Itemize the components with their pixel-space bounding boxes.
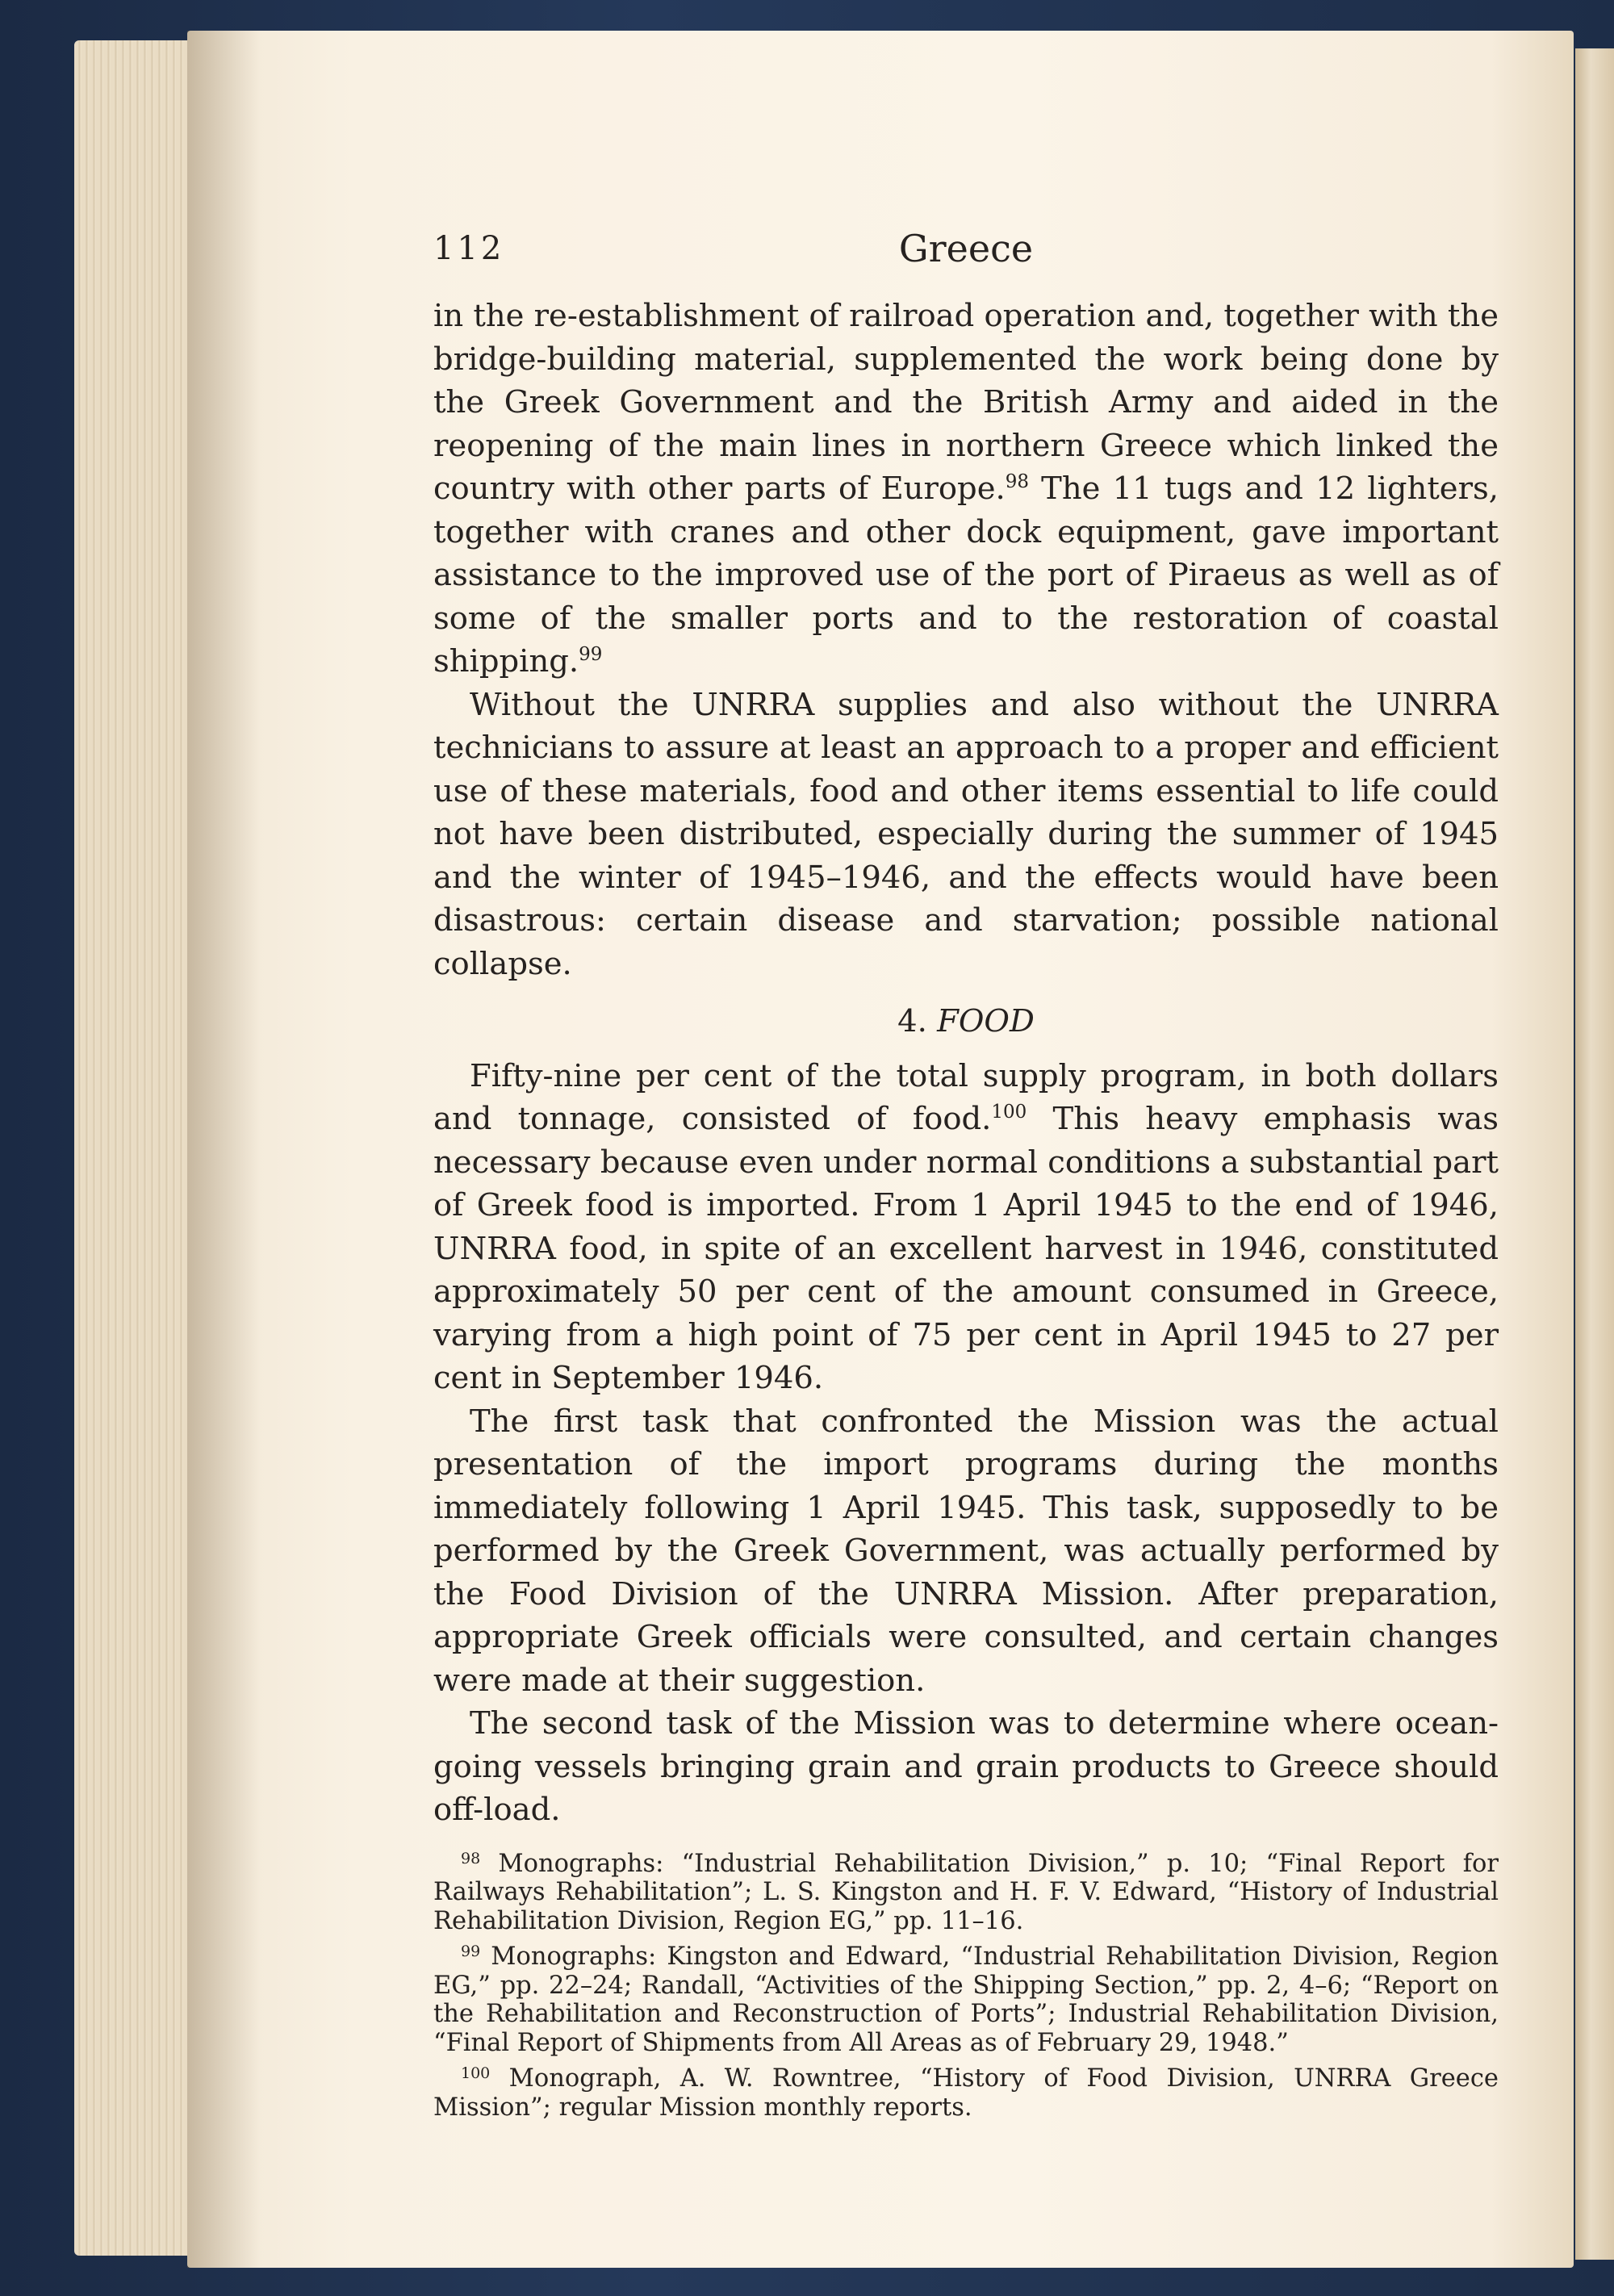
footnote-number: 98 xyxy=(461,1849,481,1867)
paragraph-unrra-supplies: Without the UNRRA supplies and also without the UNRRA technicians to assure at least an approach to a proper and efficient use of these materials, food and other items essential to life could not have been distributed, especially during the summer of 1945 and the winter of 1945–1946, and the effects would have been disastrous: certain disease and starvation; possible national collapse. xyxy=(433,686,1499,982)
page-content xyxy=(433,227,1499,2129)
paragraph-food-share xyxy=(433,1055,1499,1400)
page-header xyxy=(433,227,1499,295)
footnote-ref-98[interactable]: 98 xyxy=(1005,471,1030,492)
page-edges xyxy=(74,40,195,2256)
page-number: 112 xyxy=(433,230,505,267)
paragraph-second-task: The second task of the Mission was to determine where ocean-going vessels bringing grain and grain products to Greece should off-load. xyxy=(433,1705,1499,1828)
gutter-shadow xyxy=(187,31,260,2268)
footnote-text: Monographs: “Industrial Rehabilitation Division,” p. 10; “Final Report for Railways Rehabilitation”; L. S. Kingston and H. F. V. Edward, “History of Industrial Rehabilitation Division, Region EG,” pp. 11–16. xyxy=(433,1849,1499,1935)
paragraph-text: The 11 tugs and 12 lighters, together with cranes and other dock equipment, gave important assistance to the improved use of the port of Piraeus as well as of some of the smaller ports and to the restoration of coastal shipping. xyxy=(433,470,1499,680)
section-heading xyxy=(433,1000,1499,1043)
section-number: 4. xyxy=(897,1003,927,1039)
paragraph-text: This heavy emphasis was necessary because even under normal conditions a substantial part of Greek food is imported. From 1 April 1945 to the end of 1946, UNRRA food, in spite of an excellent harvest in 1946, constituted approximately 50 per cent of the amount consumed in Greece, varying from a high point of 75 per cent in April 1945 to 27 per cent in September 1946. xyxy=(433,1101,1499,1396)
footnote-ref-99[interactable]: 99 xyxy=(579,644,603,665)
footnote-98 xyxy=(433,1850,1499,1936)
paragraph-text: Fifty-nine per cent of the total supply program, in both dollars and tonnage, consisted of food. xyxy=(433,1057,1499,1137)
running-title: Greece xyxy=(898,227,1034,270)
paragraph-first-task: The first task that confronted the Mission was the actual presentation of the import programs during the months immediately following 1 April 1945. This task, supposedly to be performed by the Greek Government, was actually performed by the Food Division of the UNRRA Mission. After preparation, appropriate Greek officials were consulted, and certain changes were made at their suggestion. xyxy=(433,1403,1499,1699)
paragraph-railroads-ports xyxy=(433,295,1499,684)
footnote-ref-100[interactable]: 100 xyxy=(991,1102,1027,1123)
section-title: FOOD xyxy=(937,1003,1035,1039)
footnote-100 xyxy=(433,2064,1499,2122)
footnote-text: Monograph, A. W. Rowntree, “History of Food Division, UNRRA Greece Mission”; regular Mission monthly reports. xyxy=(433,2064,1499,2122)
footnote-number: 100 xyxy=(461,2064,491,2082)
footnotes xyxy=(433,1850,1499,2122)
footnote-number: 99 xyxy=(461,1943,481,1960)
footnote-text: Monographs: Kingston and Edward, “Industrial Rehabilitation Division, Region EG,” pp. 22–24; Randall, “Activities of the Shipping Section,” pp. 2, 4–6; “Report on the Rehabilitation and Reconstruction of Ports”; Industrial Rehabilitation Division, “Final Report of Shipments from All Areas as of February 29, 1948.” xyxy=(433,1943,1499,2057)
footnote-99 xyxy=(433,1943,1499,2057)
facing-page-edge xyxy=(1575,48,1614,2260)
paragraph-text: in the re-establishment of railroad operation and, together with the bridge-building material, supplemented the work being done by the Greek Government and the British Army and aided in the reopening of the main lines in northern Greece which linked the country with other parts of Europe. xyxy=(433,298,1499,507)
